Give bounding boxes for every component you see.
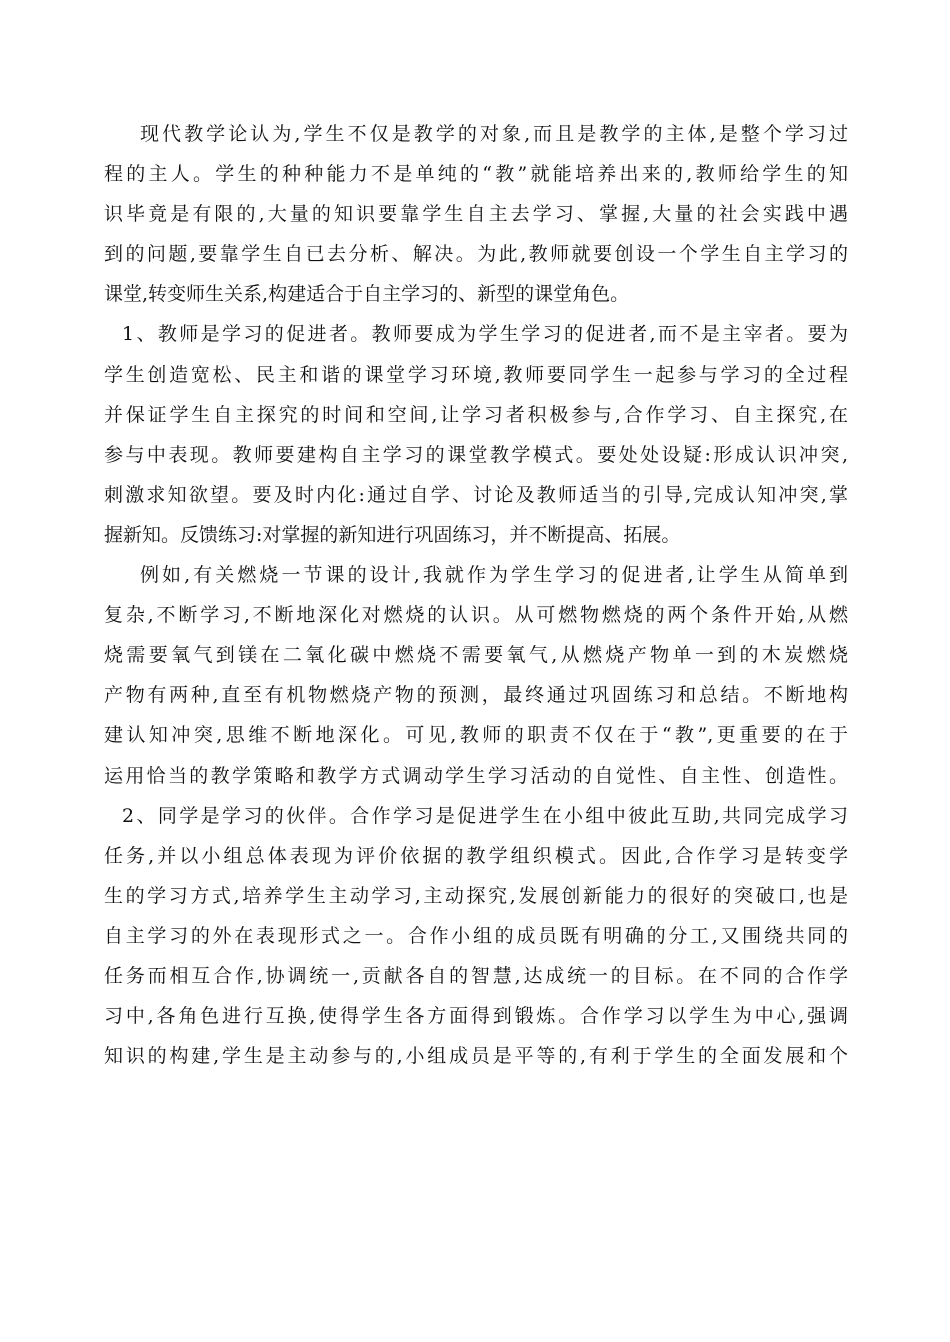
paragraph-2-line-6: 握新知。反馈练习:对掌握的新知进行巩固练习，并不断提高、拓展。 — [104, 523, 681, 546]
paragraph-4-line-5: 任务而相互合作,协调统一,贡献各自的智慧,达成统一的目标。在不同的合作学 — [104, 964, 848, 987]
paragraph-4-line-2: 任务,并以小组总体表现为评价依据的教学组织模式。因此,合作学习是转变学 — [104, 844, 848, 867]
paragraph-1-line-1: 现代教学论认为,学生不仅是教学的对象,而且是教学的主体,是整个学习过 — [140, 123, 848, 145]
paragraph-3-line-4: 产物有两种,直至有机物燃烧产物的预测，最终通过巩固练习和总结。不断地构 — [104, 684, 848, 707]
paragraph-4-line-6: 习中,各角色进行互换,使得学生各方面得到锻炼。合作学习以学生为中心,强调 — [104, 1005, 848, 1028]
paragraph-2-line-1: 1、教师是学习的促进者。教师要成为学生学习的促进者,而不是主宰者。要为 — [122, 323, 848, 346]
paragraph-3-line-2: 复杂,不断学习,不断地深化对燃烧的认识。从可燃物燃烧的两个条件开始,从燃 — [104, 604, 848, 627]
document-body — [104, 114, 848, 1076]
paragraph-3-line-5: 建认知冲突,思维不断地深化。可见,教师的职责不仅在于“教”,更重要的在于 — [104, 724, 848, 747]
paragraph-2-line-2: 学生创造宽松、民主和谐的课堂学习环境,教师要同学生一起参与学习的全过程 — [104, 363, 848, 386]
paragraph-3-line-1: 例如,有关燃烧一节课的设计,我就作为学生学习的促进者,让学生从简单到 — [140, 564, 848, 587]
paragraph-1-line-4: 到的问题,要靠学生自已去分析、解决。为此,教师就要创设一个学生自主学习的 — [104, 243, 848, 266]
paragraph-1-line-5: 课堂,转变师生关系,构建适合于自主学习的、新型的课堂角色。 — [104, 283, 630, 306]
paragraph-2-line-5: 刺激求知欲望。要及时内化:通过自学、讨论及教师适当的引导,完成认知冲突,掌 — [104, 483, 848, 506]
paragraph-1-line-2: 程的主人。学生的种种能力不是单纯的“教”就能培养出来的,教师给学生的知 — [104, 163, 848, 186]
paragraph-4-line-7: 知识的构建,学生是主动参与的,小组成员是平等的,有利于学生的全面发展和个 — [104, 1045, 848, 1068]
paragraph-2-line-4: 参与中表现。教师要建构自主学习的课堂教学模式。要处处设疑:形成认识冲突, — [104, 443, 848, 466]
paragraph-3-line-6: 运用恰当的教学策略和教学方式调动学生学习活动的自觉性、自主性、创造性。 — [104, 764, 848, 787]
paragraph-4-line-1: 2、同学是学习的伙伴。合作学习是促进学生在小组中彼此互助,共同完成学习 — [122, 804, 848, 827]
paragraph-1-line-3: 识毕竟是有限的,大量的知识要靠学生自主去学习、掌握,大量的社会实践中遇 — [104, 203, 848, 226]
paragraph-4-line-3: 生的学习方式,培养学生主动学习,主动探究,发展创新能力的很好的突破口,也是 — [104, 884, 848, 907]
paragraph-4-line-4: 自主学习的外在表现形式之一。合作小组的成员既有明确的分工,又围绕共同的 — [104, 924, 848, 947]
paragraph-3-line-3: 烧需要氧气到镁在二氧化碳中燃烧不需要氧气,从燃烧产物单一到的木炭燃烧 — [104, 644, 848, 667]
paragraph-2-line-3: 并保证学生自主探究的时间和空间,让学习者积极参与,合作学习、自主探究,在 — [104, 403, 848, 426]
